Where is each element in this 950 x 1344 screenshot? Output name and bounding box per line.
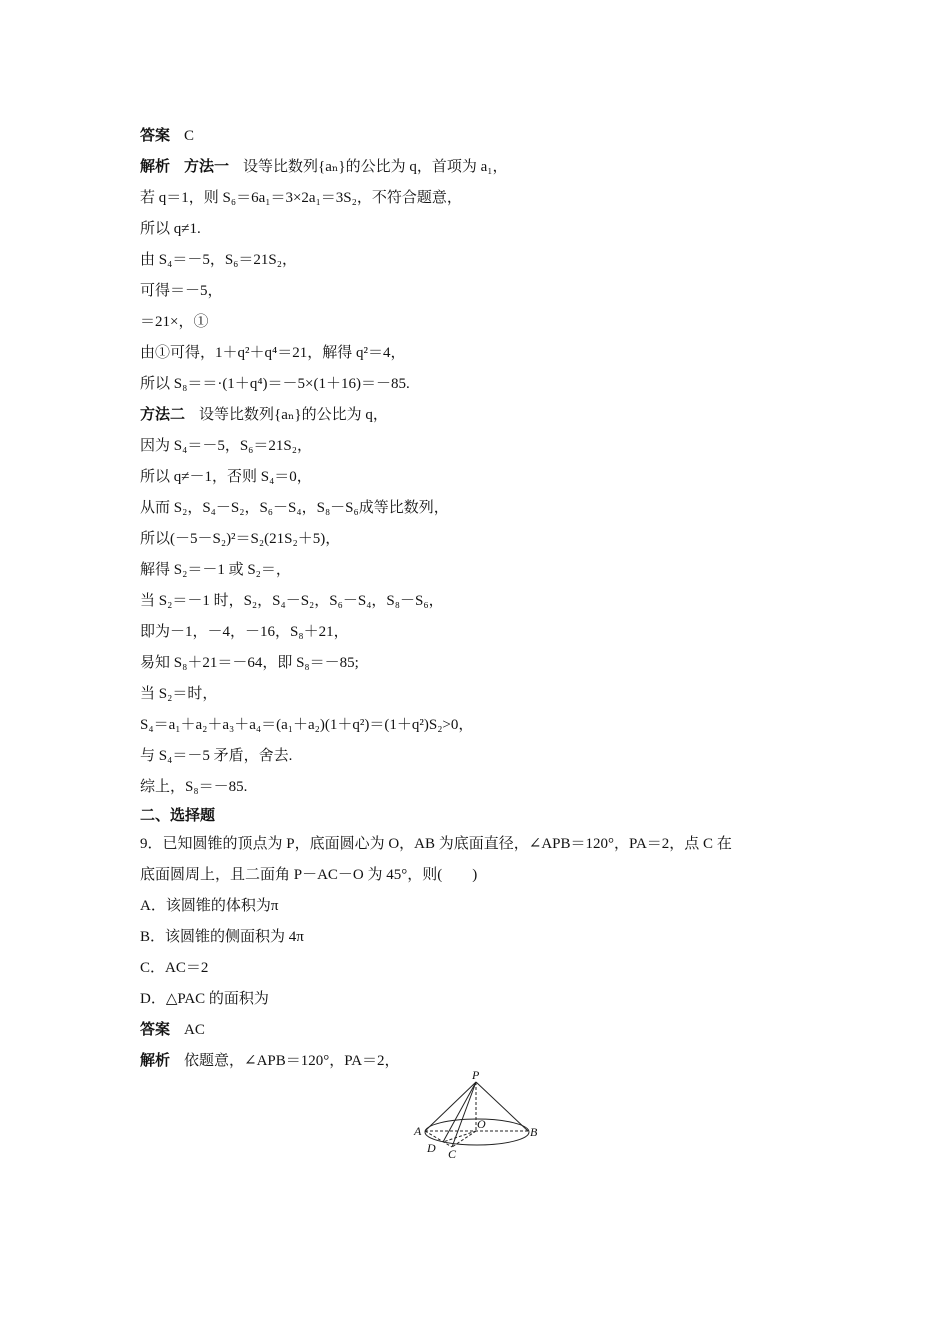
text-line: 从而 S₂，S₄－S₂，S₆－S₄，S₈－S₆成等比数列，: [140, 500, 449, 516]
text-line: 依题意，∠APB＝120°，PA＝2，: [184, 1053, 400, 1069]
label-d: D: [427, 1141, 436, 1155]
option-d: D．△PAC 的面积为: [140, 991, 269, 1007]
text-line: 解得 S₂＝－1 或 S₂＝，: [140, 562, 291, 578]
answer-value: C: [184, 128, 195, 144]
text-line: 由 S₄＝－5，S₆＝21S₂，: [140, 252, 297, 268]
analysis-line-2: [140, 1051, 400, 1071]
label-a: A: [414, 1124, 422, 1138]
label-p: P: [472, 1068, 480, 1082]
text-line: 即为－1，－4，－16，S₈＋21，: [140, 624, 349, 640]
text-line: 设等比数列{aₙ}的公比为 q，: [199, 407, 388, 423]
text-line: 设等比数列{aₙ}的公比为 q，首项为 a₁，: [243, 159, 508, 175]
answer-label: 答案: [140, 128, 171, 144]
label-c: C: [448, 1147, 457, 1161]
answer-line-2: [140, 1020, 205, 1040]
text-line: 综上，S₈＝－85.: [140, 779, 248, 795]
text-line: 当 S₂＝时，: [140, 686, 218, 702]
method-two-line: [140, 405, 388, 425]
text-line: 可得＝－5，: [140, 283, 223, 299]
text-line: 当 S₂＝－1 时，S₂，S₄－S₂，S₆－S₄，S₈－S₆，: [140, 593, 444, 609]
text-line: 所以(－5－S₂)²＝S₂(21S₂＋5)，: [140, 531, 341, 547]
option-a: A．该圆锥的体积为π: [140, 898, 279, 914]
text-line: 易知 S₈＋21＝－64，即 S₈＝－85;: [140, 655, 359, 671]
text-line: 因为 S₄＝－5，S₆＝21S₂，: [140, 438, 312, 454]
text-line: 所以 q≠－1，否则 S₄＝0，: [140, 469, 312, 485]
text-line: 与 S₄＝－5 矛盾，舍去.: [140, 748, 293, 764]
option-c: C．AC＝2: [140, 960, 209, 976]
edge-pa: [425, 1082, 476, 1131]
option-b: B．该圆锥的侧面积为 4π: [140, 929, 304, 945]
method-two-label: 方法二: [140, 407, 186, 423]
answer-label: 答案: [140, 1022, 171, 1038]
label-o: O: [477, 1117, 486, 1131]
edge-pc: [452, 1082, 476, 1147]
answer-value: AC: [184, 1022, 205, 1038]
text-line: 所以 q≠1.: [140, 221, 201, 237]
analysis-label: 解析: [140, 159, 171, 175]
text-line: 所以 S₈＝＝·(1＋q⁴)＝－5×(1＋16)＝－85.: [140, 376, 410, 392]
text-line: 由①可得，1＋q²＋q⁴＝21，解得 q²＝4，: [140, 345, 406, 361]
section-heading: 二、选择题: [140, 808, 216, 824]
answer-line-1: [140, 126, 194, 146]
label-b: B: [530, 1125, 538, 1139]
question-stem: 9．已知圆锥的顶点为 P，底面圆心为 O，AB 为底面直径，∠APB＝120°，PA＝2，点 C 在: [140, 836, 732, 852]
text-line: ＝21×，①: [140, 314, 209, 330]
question-stem: 底面圆周上，且二面角 P－AC－O 为 45°，则( ): [140, 867, 478, 883]
analysis-method-1: [140, 157, 507, 177]
text-line: 若 q＝1，则 S₆＝6a₁＝3×2a₁＝3S₂，不符合题意，: [140, 190, 462, 206]
cone-figure: [405, 1068, 545, 1164]
text-line: S₄＝a₁＋a₂＋a₃＋a₄＝(a₁＋a₂)(1＋q²)＝(1＋q²)S₂>0，: [140, 717, 474, 733]
method-one-label: 方法一: [184, 159, 230, 175]
analysis-label: 解析: [140, 1053, 171, 1069]
